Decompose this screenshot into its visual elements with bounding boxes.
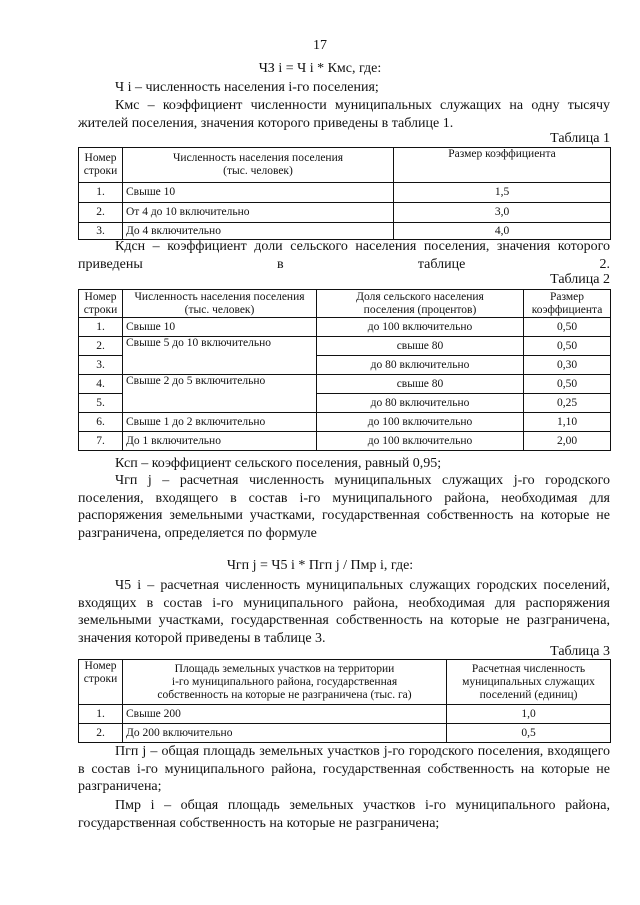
table-cell: 1,5 xyxy=(394,183,611,203)
table-cell: Свыше 10 xyxy=(123,318,317,337)
table-cell: до 100 включительно xyxy=(317,432,524,451)
table-row xyxy=(79,375,611,394)
table-2 xyxy=(78,289,611,451)
definition-kms: Кмс – коэффициент численности муниципальных служащих на одну тысячу жителей поселения, значения которого приведены в таблице 1. xyxy=(78,98,610,131)
table3-header-staff: Расчетная численность муниципальных служащих поселений (единиц) xyxy=(447,660,611,705)
table-cell: 0,50 xyxy=(524,318,611,337)
table-row xyxy=(79,724,611,743)
table-cell: 6. xyxy=(79,413,123,432)
table-cell: От 4 до 10 включительно xyxy=(123,203,394,223)
definition-ch: Ч i – численность населения i-го поселения; xyxy=(115,80,379,95)
table-cell: 5. xyxy=(79,394,123,413)
table-row xyxy=(79,223,611,240)
table1-header-number: Номер строки xyxy=(79,148,123,183)
table-cell: 0,5 xyxy=(447,724,611,743)
definition-ch5: Ч5 i – расчетная численность муниципальных служащих городских поселений, входящих в состав i-го муниципального района, необходимая для распоряжения земельными участками, государственная собственность на которые не разграничена, значения которой приведены в таблице 3. xyxy=(78,578,610,646)
table-cell: 7. xyxy=(79,432,123,451)
table-cell: 1. xyxy=(79,183,123,203)
table-row xyxy=(79,318,611,337)
table-cell: 2. xyxy=(79,337,123,356)
table-cell: До 4 включительно xyxy=(123,223,394,240)
table-cell: свыше 80 xyxy=(317,375,524,394)
table-cell: Свыше 200 xyxy=(123,705,447,724)
table-cell: 4,0 xyxy=(394,223,611,240)
table-cell: 0,50 xyxy=(524,337,611,356)
table2-header-population: Численность населения поселения (тыс. человек) xyxy=(123,290,317,318)
table-cell: 1. xyxy=(79,318,123,337)
table-cell: 3. xyxy=(79,356,123,375)
definition-kdsn: Кдсн – коэффициент доли сельского населения поселения, значения которого приведены в таблице 2. xyxy=(78,239,610,272)
table3-caption: Таблица 3 xyxy=(550,644,610,659)
table2-header-share: Доля сельского населения поселения (процентов) xyxy=(317,290,524,318)
table-cell: 0,50 xyxy=(524,375,611,394)
table3-header-area: Площадь земельных участков на территории i-го муниципального района, государственная собственность на которые не разграничена (тыс. га) xyxy=(123,660,447,705)
table-cell: до 80 включительно xyxy=(317,394,524,413)
definition-chgp: Чгп j – расчетная численность муниципальных служащих j-го городского поселения, входящего в состав i-го муниципального района, необходимая для распоряжения земельными участками, государственная собственность на которые не разграничена, определяется по формуле xyxy=(78,473,610,541)
table1-header-row xyxy=(79,148,611,183)
definition-ksp: Ксп – коэффициент сельского поселения, равный 0,95; xyxy=(115,456,442,471)
table-cell: 2. xyxy=(79,203,123,223)
table-row xyxy=(79,337,611,356)
definition-pmr: Пмр i – общая площадь земельных участков i-го муниципального района, государственная собственность на которые не разграничена; xyxy=(78,798,610,831)
table-cell: 2,00 xyxy=(524,432,611,451)
table-cell: Свыше 2 до 5 включительно xyxy=(123,375,317,413)
table-cell: 1,10 xyxy=(524,413,611,432)
table-row xyxy=(79,705,611,724)
table2-header-number: Номер строки xyxy=(79,290,123,318)
table1-header-population: Численность населения поселения (тыс. человек) xyxy=(123,148,394,183)
table-cell: до 80 включительно xyxy=(317,356,524,375)
table-row xyxy=(79,413,611,432)
table-cell: До 200 включительно xyxy=(123,724,447,743)
table-cell: 0,30 xyxy=(524,356,611,375)
table-cell: 3,0 xyxy=(394,203,611,223)
table2-caption: Таблица 2 xyxy=(550,272,610,287)
table-cell: 1,0 xyxy=(447,705,611,724)
table-row xyxy=(79,432,611,451)
table3-header-number: Номер строки xyxy=(79,660,123,705)
table-cell: 4. xyxy=(79,375,123,394)
table-cell: 0,25 xyxy=(524,394,611,413)
page-number: 17 xyxy=(313,38,327,53)
formula-chgp: Чгп j = Ч5 i * Пгп j / Пмр i, где: xyxy=(226,558,414,573)
table-cell: 3. xyxy=(79,223,123,240)
table-cell: Свыше 1 до 2 включительно xyxy=(123,413,317,432)
table-cell: свыше 80 xyxy=(317,337,524,356)
table1-header-coefficient: Размер коэффициента xyxy=(394,148,611,183)
table-1 xyxy=(78,147,611,240)
table3-header-row xyxy=(79,660,611,705)
formula-chz: ЧЗ i = Ч i * Кмс, где: xyxy=(258,61,382,76)
table-row xyxy=(79,203,611,223)
table1-caption: Таблица 1 xyxy=(550,131,610,146)
definition-pgp: Пгп j – общая площадь земельных участков j-го городского поселения, входящего в состав i-го муниципального района, государственная собственность на которые не разграничена; xyxy=(78,744,610,794)
table-row xyxy=(79,183,611,203)
table2-header-row xyxy=(79,290,611,318)
table-3 xyxy=(78,659,611,743)
table-cell: 1. xyxy=(79,705,123,724)
table-cell: Свыше 10 xyxy=(123,183,394,203)
table-cell: до 100 включительно xyxy=(317,413,524,432)
table2-header-coefficient: Размер коэффициента xyxy=(524,290,611,318)
table-cell: Свыше 5 до 10 включительно xyxy=(123,337,317,375)
table-cell: до 100 включительно xyxy=(317,318,524,337)
table-cell: 2. xyxy=(79,724,123,743)
table-cell: До 1 включительно xyxy=(123,432,317,451)
